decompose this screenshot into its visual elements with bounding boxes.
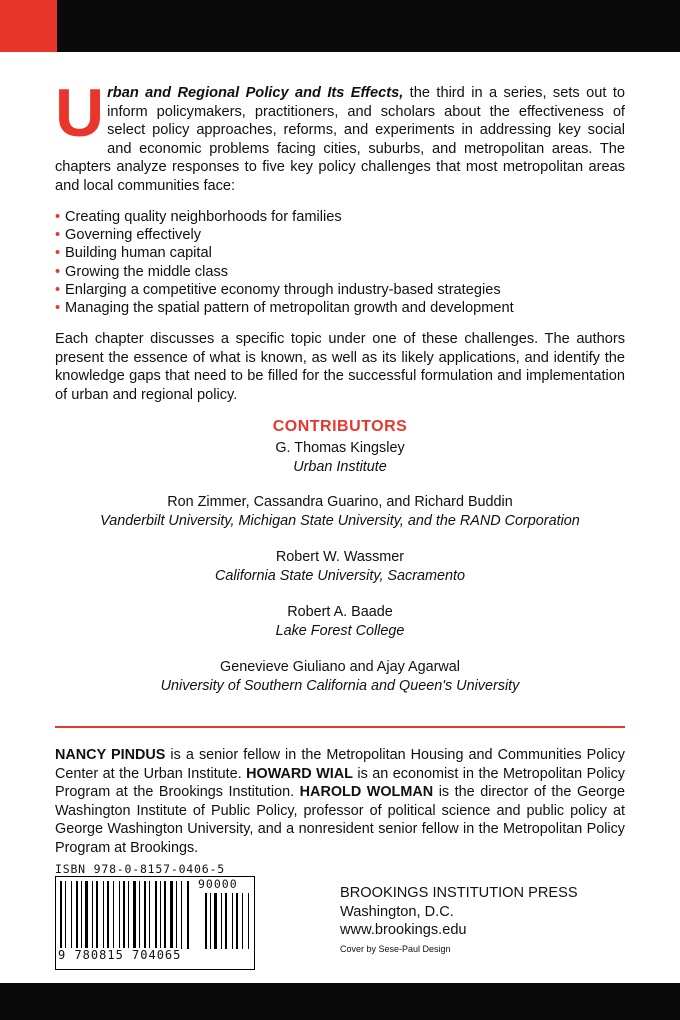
contributor-affiliation: Vanderbilt University, Michigan State University, and the RAND Corporation	[100, 512, 580, 529]
barcode-bar	[119, 881, 120, 949]
price-code: 90000	[198, 877, 238, 891]
drop-cap: U	[55, 75, 105, 151]
top-black-bar	[0, 0, 680, 52]
contributor-names: G. Thomas Kingsley	[275, 440, 405, 456]
contributor-names: Ron Zimmer, Cassandra Guarino, and Richard Buddin	[167, 494, 513, 510]
barcode-bar	[71, 881, 72, 949]
bullet-icon: •	[55, 263, 61, 280]
list-item: • Managing the spatial pattern of metropolitan growth and development	[55, 300, 514, 317]
list-item: • Growing the middle class	[55, 263, 229, 280]
barcode-bar	[103, 881, 104, 949]
barcode-bar	[214, 893, 217, 949]
contributor-entry	[0, 548, 680, 585]
barcode-bar	[65, 881, 66, 949]
editor-name: NANCY PINDUS	[55, 747, 166, 763]
contributor-entry	[0, 603, 680, 640]
barcode-bar	[232, 893, 233, 949]
contributor-affiliation: University of Southern California and Queen's University	[160, 677, 520, 694]
barcode-bar	[187, 881, 189, 949]
barcode-bar	[149, 881, 150, 949]
barcode-bar	[113, 881, 114, 949]
barcode-digits: 9 780815 704065	[58, 948, 182, 962]
contributor-entry	[0, 658, 680, 695]
editor-name: HOWARD WIAL	[246, 765, 353, 782]
chapters-paragraph: Each chapter discusses a specific topic under one of these challenges. The authors present the essence of what is known, as well as its likely applications, and identify the knowledge gaps that need to be filled for the successful formulation and implementation of urban and regional policy.	[55, 331, 625, 403]
contributor-names: Robert W. Wassmer	[275, 549, 405, 565]
intro-paragraph	[55, 75, 625, 195]
barcode-bar	[76, 881, 78, 949]
section-divider	[55, 726, 625, 728]
barcode-bar	[128, 881, 129, 949]
barcode-bar	[160, 881, 161, 949]
barcode-bar	[92, 881, 93, 949]
barcode-bar	[133, 881, 136, 949]
publisher-city: Washington, D.C.	[340, 903, 454, 920]
barcode-bar	[205, 893, 207, 949]
barcode-bar	[236, 893, 238, 949]
barcode-bar	[96, 881, 98, 949]
contributors-heading: CONTRIBUTORS	[272, 418, 408, 435]
contributor-affiliation: California State University, Sacramento	[214, 567, 466, 584]
publisher-name: BROOKINGS INSTITUTION PRESS	[340, 885, 578, 901]
list-item: • Creating quality neighborhoods for families	[55, 209, 342, 225]
cover-credit: Cover by Sese-Paul Design	[340, 944, 451, 954]
barcode-bar	[181, 881, 182, 949]
barcode-bar	[225, 893, 227, 949]
list-item: • Enlarging a competitive economy through industry-based strategies	[55, 281, 501, 298]
barcode-bar	[123, 881, 125, 949]
isbn-label: ISBN 978-0-8157-0406-5	[55, 862, 225, 876]
barcode-bar	[144, 881, 146, 949]
intro-text: the third in a series, sets out to inform policymakers, practitioners, and scholars about the effectiveness of select policy approaches, reforms, and experiments in addressing key social and economic problems facing cities, suburbs, and metropolitan areas. The chapters analyze responses to five key policy challenges that most metropolitan areas and local communities face:	[55, 85, 625, 194]
editors-bio: NANCY PINDUS is a senior fellow in the Metropolitan Housing and Communities Policy Center at the Urban Institute. HOWARD WIAL is an economist in the Metropolitan Policy Program at the Brookings Institution. HAROLD WOLMAN is the director of the George Washington Institute of Public Policy, professor of political science and public policy at George Washington University, and a nonresident senior fellow in the Metropolitan Policy Program at Brookings.	[55, 747, 625, 856]
editor-name: HAROLD WOLMAN	[299, 784, 434, 800]
bottom-black-bar	[0, 983, 680, 1020]
barcode-bar	[176, 881, 177, 949]
barcode-bar	[139, 881, 140, 949]
barcode-bar	[107, 881, 109, 949]
contributor-affiliation: Lake Forest College	[275, 622, 405, 639]
bullet-icon: •	[55, 245, 61, 262]
barcode-bar	[210, 893, 211, 949]
contributor-names: Robert A. Baade	[287, 604, 393, 620]
challenge-list	[55, 208, 625, 317]
contributor-names: Genevieve Giuliano and Ajay Agarwal	[220, 659, 460, 675]
bullet-icon: •	[55, 209, 61, 225]
list-item: • Building human capital	[55, 245, 212, 262]
barcode-bar	[85, 881, 88, 949]
contributor-entry	[0, 493, 680, 530]
bullet-icon: •	[55, 227, 61, 244]
list-item: • Governing effectively	[55, 227, 202, 244]
barcode-bar	[155, 881, 157, 949]
barcode-bar	[164, 881, 166, 949]
bullet-icon: •	[55, 300, 61, 317]
barcode-bar	[248, 893, 249, 949]
publisher-url[interactable]: www.brookings.edu	[340, 922, 467, 938]
contributor-entry	[0, 439, 680, 476]
barcode-bar	[81, 881, 82, 949]
barcode-bar	[221, 893, 222, 949]
bullet-icon: •	[55, 281, 61, 298]
contributor-affiliation: Urban Institute	[293, 458, 387, 475]
barcode-bar	[60, 881, 62, 949]
barcode-bar	[170, 881, 173, 949]
book-title-lead: rban and Regional Policy and Its Effects,	[107, 85, 404, 101]
top-red-block	[0, 0, 57, 52]
publisher-block	[340, 884, 578, 940]
barcode-bar	[242, 893, 243, 949]
